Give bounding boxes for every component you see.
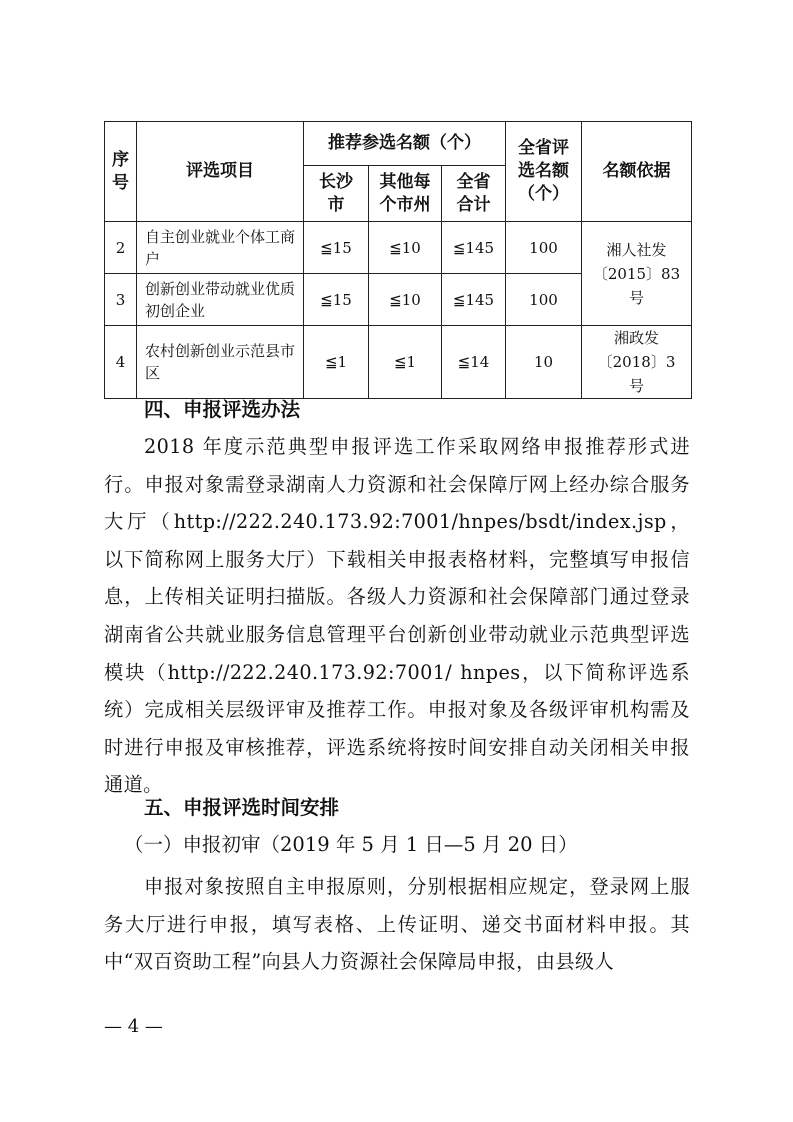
cell-seq: 2 — [105, 222, 137, 274]
cell-total: ≦145 — [442, 222, 506, 274]
cell-other: ≦1 — [369, 326, 442, 399]
quota-table — [104, 121, 692, 399]
section-5-paragraph: 申报对象按照自主申报原则，分别根据相应规定，登录网上服务大厅进行申报，填写表格、上传证明、递交书面材料申报。其中“双百资助工程”向县人力资源社会保障局申报，由县级人 — [104, 875, 690, 974]
header-seq: 序号 — [105, 122, 137, 222]
header-basis: 名额依据 — [582, 122, 692, 222]
cell-seq: 4 — [105, 326, 137, 399]
table-row — [105, 222, 692, 274]
cell-selected: 10 — [506, 326, 582, 399]
header-other-city: 其他每个市州 — [369, 166, 442, 222]
header-province-total: 全省合计 — [442, 166, 506, 222]
cell-seq: 3 — [105, 274, 137, 326]
header-item: 评选项目 — [137, 122, 304, 222]
header-changsha: 长沙市 — [304, 166, 369, 222]
cell-item: 自主创业就业个体工商户 — [137, 222, 304, 274]
cell-basis-2: 湘政发〔2018〕3号 — [582, 326, 692, 399]
cell-changsha: ≦15 — [304, 274, 369, 326]
cell-selected: 100 — [506, 222, 582, 274]
cell-total: ≦14 — [442, 326, 506, 399]
section-4-paragraph: 2018 年度示范典型申报评选工作采取网络申报推荐形式进行。申报对象需登录湖南人力资源和社会保障厅网上经办综合服务大厅（http://222.240.173.92:7001/hnpes/bsdt/index.jsp，以下简称网上服务大厅）下载相关申报表格材料，完整填写申报信息，上传相关证明扫描版。各级人力资源和社会保障部门通过登录湖南省公共就业服务信息管理平台创新创业带动就业示范典型评选模块（http://222.240.173.92:7001/ hnpes，以下简称评选系统）完成相关层级评审及推荐工作。申报对象及各级评审机构需及时进行申报及审核推荐，评选系统将按时间安排自动关闭相关申报通道。 — [104, 435, 690, 797]
section-4-heading: 四、申报评选办法 — [144, 398, 301, 421]
cell-selected: 100 — [506, 274, 582, 326]
header-quota-group: 推荐参选名额（个） — [304, 122, 506, 166]
cell-item: 创新创业带动就业优质初创企业 — [137, 274, 304, 326]
page-number: — 4 — — [104, 1016, 163, 1037]
cell-item: 农村创新创业示范县市区 — [137, 326, 304, 399]
cell-other: ≦10 — [369, 274, 442, 326]
header-province-selected: 全省评选名额（个） — [506, 122, 582, 222]
cell-changsha: ≦15 — [304, 222, 369, 274]
cell-total: ≦145 — [442, 274, 506, 326]
cell-other: ≦10 — [369, 222, 442, 274]
cell-basis-1: 湘人社发〔2015〕83号 — [582, 222, 692, 326]
table-row — [105, 326, 692, 399]
section-5-heading: 五、申报评选时间安排 — [144, 796, 340, 819]
cell-changsha: ≦1 — [304, 326, 369, 399]
section-5-subheading: （一）申报初审（2019 年 5 月 1 日—5 月 20 日） — [124, 833, 578, 856]
